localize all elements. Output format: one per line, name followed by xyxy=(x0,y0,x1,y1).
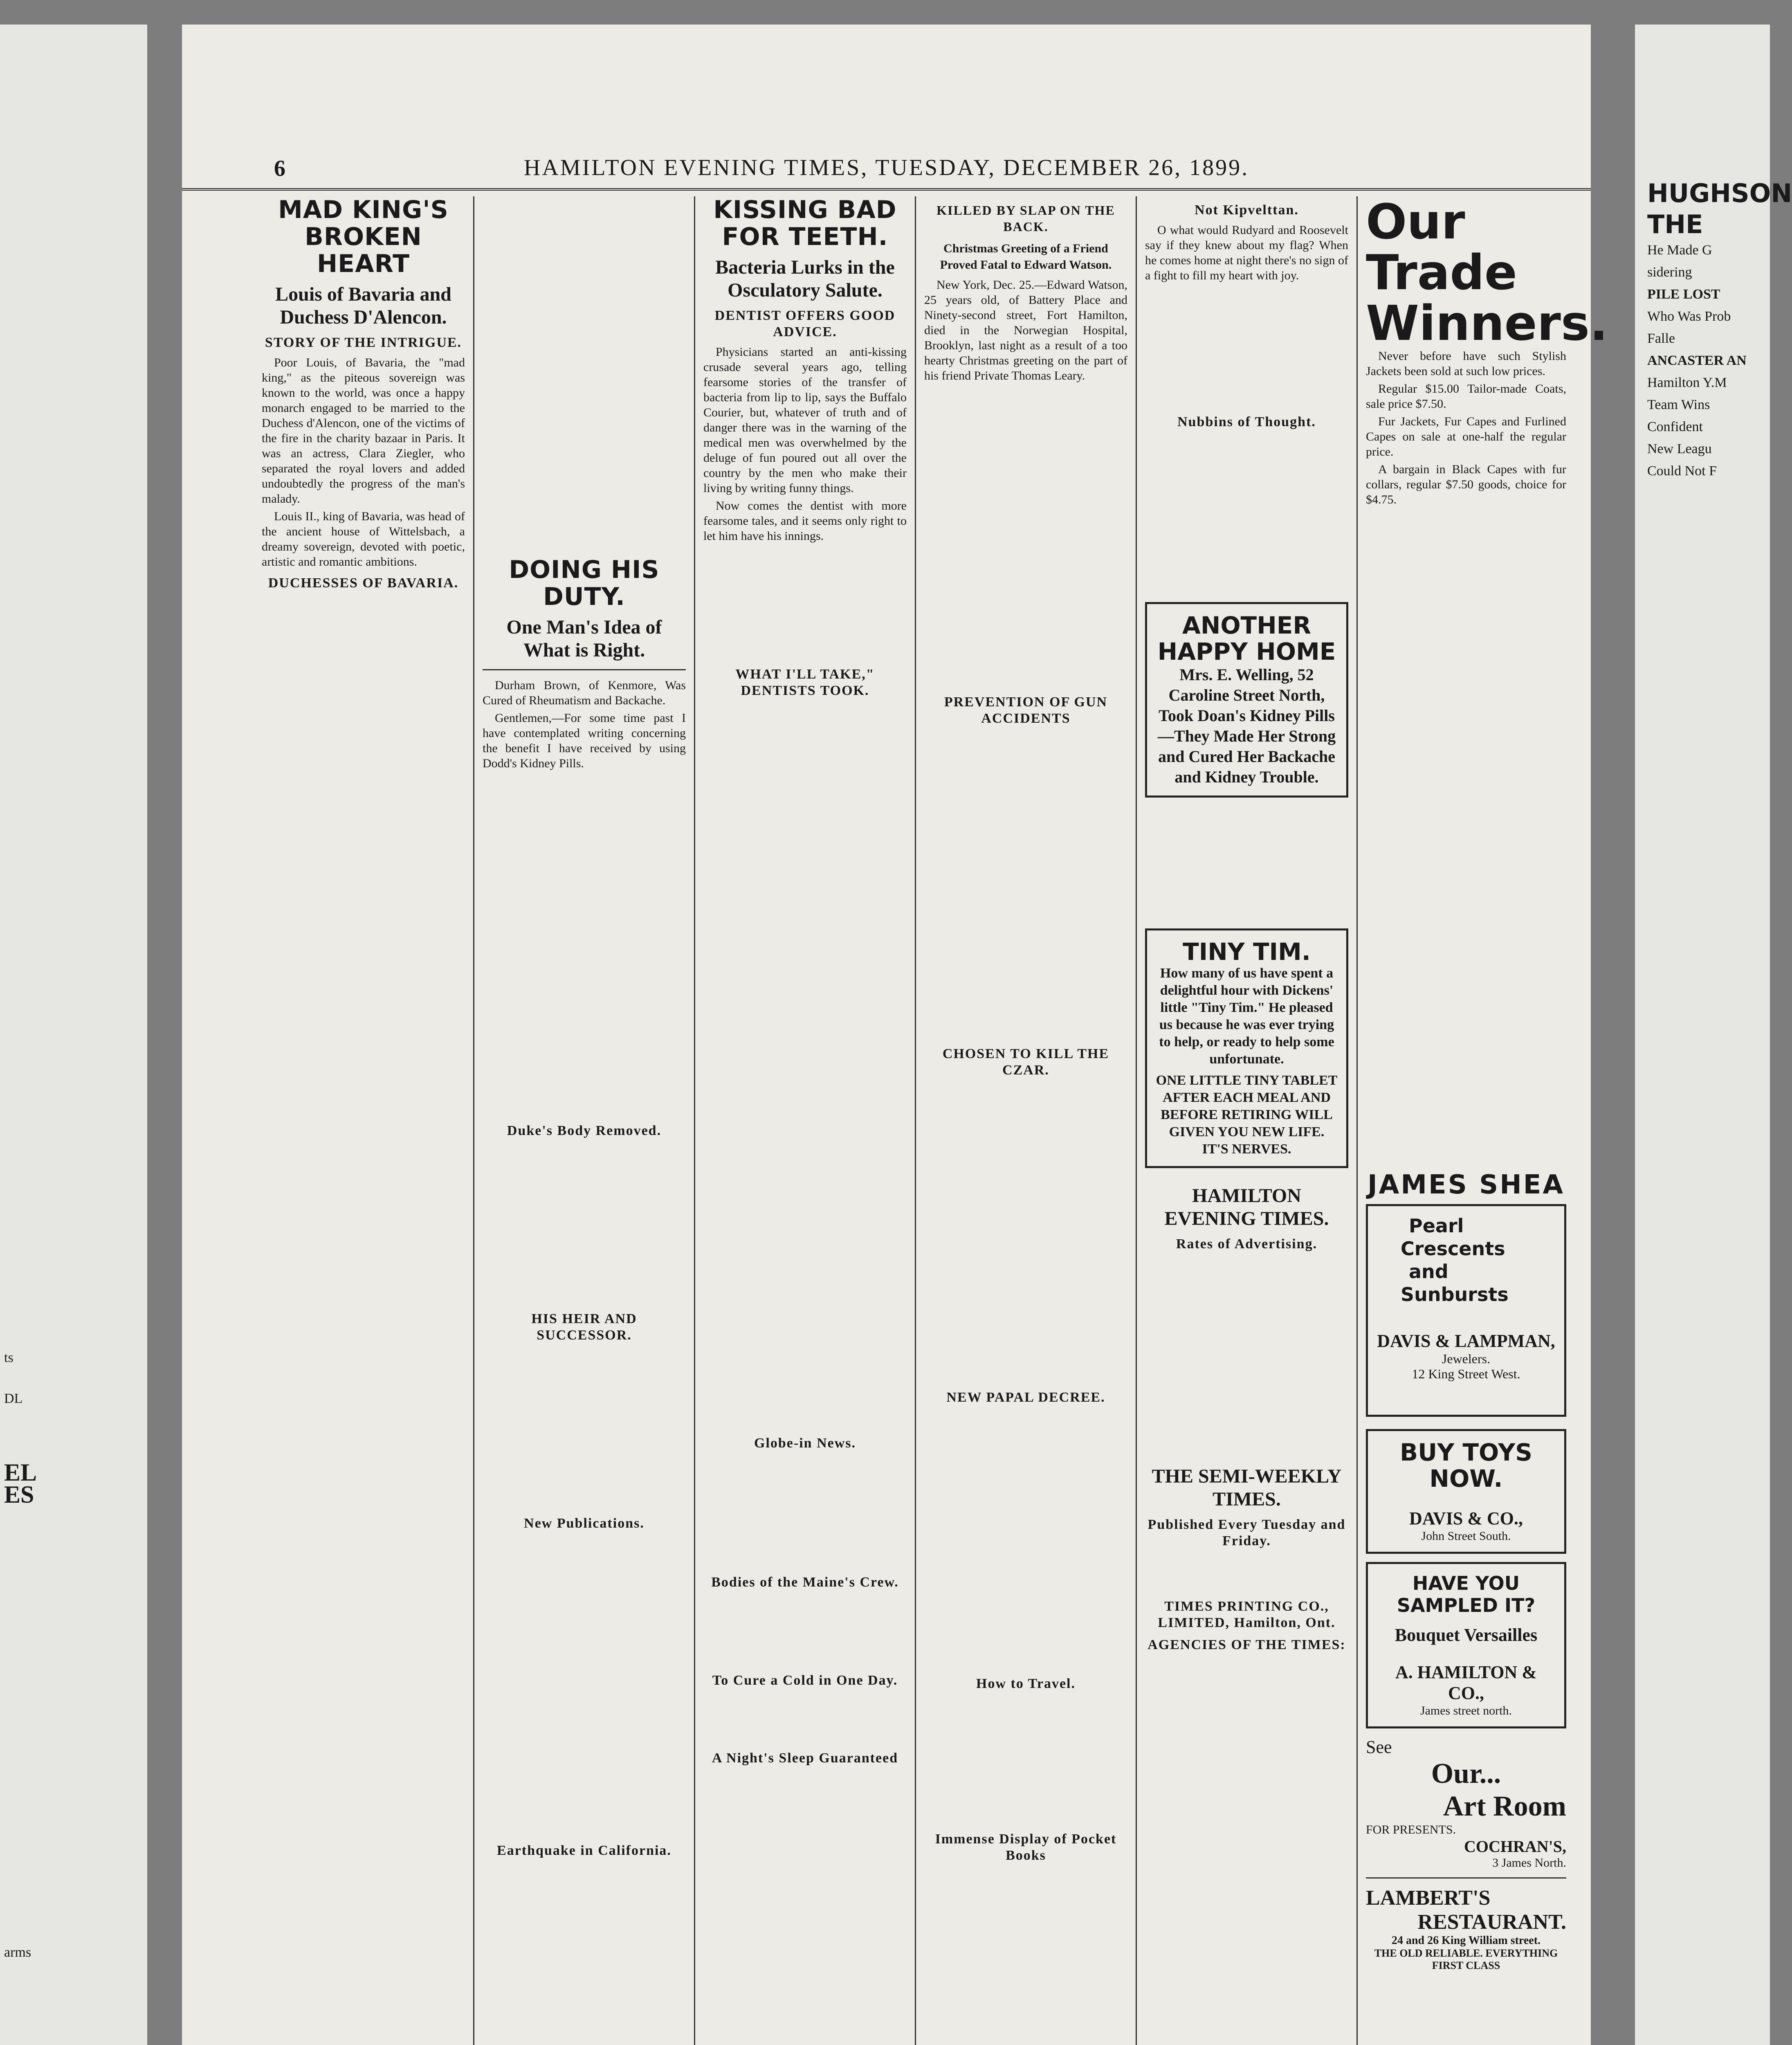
tiny-tim-ad xyxy=(1145,928,1348,1168)
column-3 xyxy=(695,196,916,2045)
ad-line: THE OLD RELIABLE. EVERYTHING FIRST CLASS xyxy=(1374,1947,1558,1971)
ad-line: COCHRAN'S, xyxy=(1464,1837,1566,1856)
column-2 xyxy=(474,196,695,2045)
masthead-title: HAMILTON EVENING TIMES, TUESDAY, DECEMBER 26, 1899. xyxy=(523,155,1249,180)
paragraph: Poor Louis, of Bavaria, the "mad king," as the piteous sovereign was known to the world, was once a happy monarch engaged to be married to the Duchess d'Alencon, one of the victims of the fire in the charity bazaar in Paris. It was an actress, Clara Ziegler, who separated the royal lovers and added undoubtedly the progress of the man's malady. xyxy=(262,356,465,506)
ad-item: Regular $15.00 Tailor-made Coats, sale price $7.50. xyxy=(1366,382,1566,411)
subhead: New Publications. xyxy=(524,1516,644,1531)
paragraph: O what would Rudyard and Roosevelt say if they knew about my flag? When he comes home at night there's no sign of a fight to fill my heart with joy. xyxy=(1145,223,1348,282)
ad-line: Our... xyxy=(1431,1758,1501,1789)
paragraph: Physicians started an anti-kissing crusade several years ago, telling fearsome stories of the transfer of bacteria from lip to lip, says the Buffalo Courier, but, whatever of truth and of danger there was in the warning of the medical men was overwhelmed by the deluge of fun poured out all over the country by the men who make their living by writing funny things. xyxy=(703,345,907,495)
column-1 xyxy=(254,196,474,2045)
subhead: Earthquake in California. xyxy=(497,1843,671,1858)
ad-headline: ANOTHER HAPPY HOME xyxy=(1157,611,1336,665)
ad-line: Crescents xyxy=(1401,1238,1505,1260)
left-edge-line: arms xyxy=(4,1945,31,1960)
ad-line: and xyxy=(1409,1261,1448,1283)
masthead xyxy=(182,143,1591,191)
headline: MAD KING'S BROKEN HEART xyxy=(278,196,449,278)
subhead: STORY OF THE INTRIGUE. xyxy=(265,335,462,350)
weekly-title: THE SEMI-WEEKLY TIMES. xyxy=(1152,1465,1342,1510)
subhead: How to Travel. xyxy=(976,1676,1076,1691)
ad-company: DAVIS & CO., xyxy=(1409,1508,1523,1528)
paragraph: Now comes the dentist with more fearsome tales, and it seems only right to let him have his innings. xyxy=(703,499,907,543)
art-room-ad xyxy=(1366,1737,1566,1870)
ad-line: Sunbursts xyxy=(1401,1283,1509,1306)
ad-headline: TINY TIM. xyxy=(1183,938,1311,966)
lambert-ad xyxy=(1366,1886,1566,1972)
agencies-title: AGENCIES OF THE TIMES: xyxy=(1148,1637,1346,1652)
left-edge-line: ES xyxy=(4,1481,34,1508)
ad-address: John Street South. xyxy=(1421,1529,1511,1543)
ad-headline: BUY TOYS NOW. xyxy=(1399,1438,1533,1492)
columns xyxy=(254,193,1608,2045)
ad-line: See xyxy=(1366,1737,1392,1757)
ad-tagline: ONE LITTLE TINY TABLET AFTER EACH MEAL AND BEFORE RETIRING WILL GIVEN YOU NEW LIFE. IT'S NERVES. xyxy=(1156,1073,1338,1157)
subhead: Duke's Body Removed. xyxy=(507,1123,662,1138)
right-edge-line: sidering xyxy=(1647,265,1692,280)
subhead: WHAT I'LL TAKE," DENTISTS TOOK. xyxy=(735,667,875,698)
ad-line: 24 and 26 King William street. xyxy=(1391,1934,1541,1947)
subhead: A Night's Sleep Guaranteed xyxy=(712,1751,898,1766)
subhead: Bodies of the Maine's Crew. xyxy=(711,1575,899,1590)
ad-line: FOR PRESENTS. xyxy=(1366,1823,1456,1836)
paragraph: Louis II., king of Bavaria, was head of the ancient house of Wittelsbach, a dreamy sovereign, devoted with poetic, artistic and romantic ambitions. xyxy=(262,510,465,569)
headline: DOING HIS DUTY. xyxy=(509,555,660,611)
ad-line: Art Room xyxy=(1443,1791,1566,1822)
ad-line: RESTAURANT. xyxy=(1417,1910,1566,1934)
left-edge-line: DL xyxy=(4,1391,23,1406)
divider xyxy=(1366,1877,1566,1879)
jewelers-sub: Jewelers. xyxy=(1442,1351,1491,1366)
right-edge-line: New Leagu xyxy=(1647,441,1712,456)
right-edge-headline: HUGHSON xyxy=(1647,178,1792,208)
ad-deck: Mrs. E. Welling, 52 Caroline Street North, Took Doan's Kidney Pills—They Made Her Strong and Cured Her Backache and Kidney Trouble. xyxy=(1157,665,1336,786)
weekly-subtitle: Published Every Tuesday and Friday. xyxy=(1148,1517,1346,1548)
company: TIMES PRINTING CO., LIMITED, Hamilton, Ont. xyxy=(1158,1599,1336,1630)
subhead: Immense Display of Pocket Books xyxy=(935,1832,1117,1863)
jamesshea-ad: JAMES SHEA xyxy=(1367,1170,1565,1200)
column-4 xyxy=(916,196,1137,2045)
column-6 xyxy=(1358,193,1608,2045)
divider xyxy=(483,669,686,670)
subhead: Nubbins of Thought. xyxy=(1177,414,1316,429)
right-edge-line: ANCASTER AN xyxy=(1647,353,1747,368)
page-number: 6 xyxy=(274,156,285,181)
subhead: HIS HEIR AND SUCCESSOR. xyxy=(531,1311,637,1343)
subhead: CHOSEN TO KILL THE CZAR. xyxy=(942,1046,1109,1078)
subhead: Globe-in News. xyxy=(754,1436,856,1451)
ad-item: Never before have such Stylish Jackets been sold at such low prices. xyxy=(1366,349,1566,378)
paragraph: New York, Dec. 25.—Edward Watson, 25 years old, of Battery Place and Ninety-second street, Fort Hamilton, died in the Norwegian Hospital, Brooklyn, last night as a result of a too hearty Christmas greeting on the part of his friend Private Thomas Leary. xyxy=(924,278,1127,382)
paragraph: Durham Brown, of Kenmore, Was Cured of Rheumatism and Backache. xyxy=(483,679,686,707)
left-edge-line: ts xyxy=(4,1350,13,1365)
left-edge-line: EL xyxy=(4,1459,37,1486)
headline: KISSING BAD FOR TEETH. xyxy=(713,196,897,251)
headline: Not Kipvelttan. xyxy=(1195,202,1299,218)
ad-product: Bouquet Versailles xyxy=(1395,1625,1538,1645)
right-edge-line: Could Not F xyxy=(1647,463,1717,479)
rates-subtitle: Rates of Advertising. xyxy=(1176,1236,1318,1252)
jewelers-address: 12 King Street West. xyxy=(1412,1366,1520,1381)
deck: One Man's Idea of What is Right. xyxy=(506,616,662,661)
paragraph: Gentlemen,—For some time past I have contemplated writing concerning the benefit I have received by using Dodd's Kidney Pills. xyxy=(483,711,686,770)
doans-ad xyxy=(1145,602,1348,798)
ad-address: James street north. xyxy=(1420,1704,1512,1717)
right-edge-line: Confident xyxy=(1647,419,1703,434)
right-edge-line: Falle xyxy=(1647,331,1675,346)
toys-ad xyxy=(1366,1429,1566,1554)
left-page-edge xyxy=(0,25,147,2045)
right-edge-headline: THE xyxy=(1647,209,1703,239)
ad-line: Pearl xyxy=(1409,1215,1464,1237)
headline: KILLED BY SLAP ON THE BACK. xyxy=(936,203,1115,234)
trade-winners-ad: Our Trade Winners. xyxy=(1366,193,1608,351)
subhead: PREVENTION OF GUN ACCIDENTS xyxy=(944,694,1108,726)
ad-headline: HAVE YOU SAMPLED IT? xyxy=(1397,1572,1536,1616)
ad-item: A bargain in Black Capes with fur collars, regular $7.50 goods, choice for $4.75. xyxy=(1366,463,1566,506)
newspaper-page xyxy=(182,25,1608,2045)
right-page-edge xyxy=(1635,25,1792,2045)
rates-title: HAMILTON EVENING TIMES. xyxy=(1164,1185,1329,1229)
ad-line: 3 James North. xyxy=(1492,1856,1566,1870)
ad-line: LAMBERT'S xyxy=(1366,1886,1491,1910)
subhead: NEW PAPAL DECREE. xyxy=(946,1390,1105,1405)
ad-company: A. HAMILTON & CO., xyxy=(1395,1662,1537,1703)
right-edge-line: Who Was Prob xyxy=(1647,309,1731,324)
subhead: To Cure a Cold in One Day. xyxy=(712,1673,898,1688)
right-edge-line: PILE LOST xyxy=(1647,287,1720,302)
right-edge-line: Hamilton Y.M xyxy=(1647,375,1727,390)
deck: Louis of Bavaria and Duchess D'Alencon. xyxy=(275,283,451,328)
deck: Bacteria Lurks in the Osculatory Salute. xyxy=(715,256,895,301)
jewelers-name: DAVIS & LAMPMAN, xyxy=(1377,1331,1555,1351)
right-edge-line: Team Wins xyxy=(1647,397,1710,412)
ad-body: How many of us have spent a delightful hour with Dickens' little "Tiny Tim." He pleased us because he was ever trying to help, or ready to help some unfortunate. xyxy=(1159,966,1334,1067)
deck: Christmas Greeting of a Friend Proved Fatal to Edward Watson. xyxy=(940,242,1112,272)
subhead: DENTIST OFFERS GOOD ADVICE. xyxy=(714,308,896,339)
bouquet-ad xyxy=(1366,1562,1566,1728)
ad-item: Fur Jackets, Fur Capes and Furlined Capes on sale at one-half the regular price. xyxy=(1366,415,1566,458)
right-edge-line: He Made G xyxy=(1647,243,1712,258)
jewelers-ad xyxy=(1366,1204,1566,1417)
subhead: DUCHESSES OF BAVARIA. xyxy=(268,575,459,591)
column-5 xyxy=(1137,196,1358,2045)
